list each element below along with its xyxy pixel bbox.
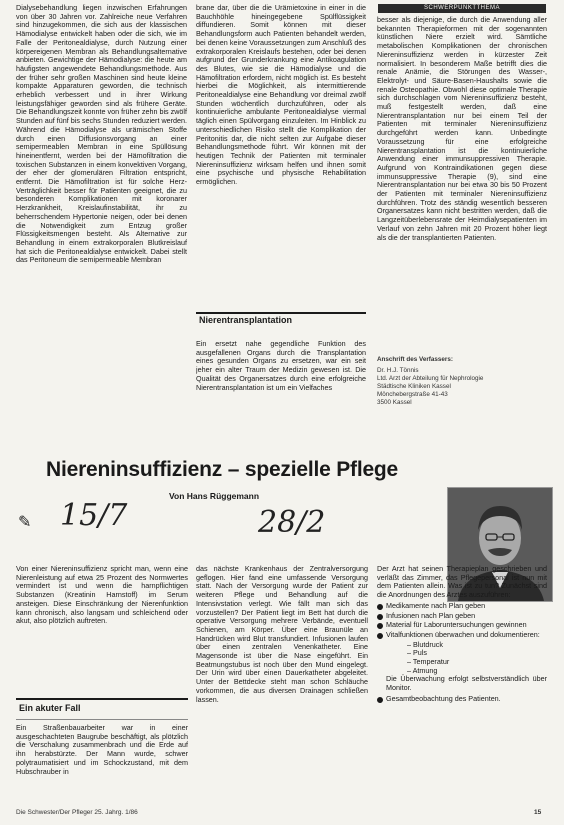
article-column-3: [377, 16, 547, 346]
article-column-2: [196, 4, 366, 310]
sub-list: [377, 641, 547, 676]
bottom-column-3: [377, 565, 547, 808]
bullet-icon: [377, 604, 383, 610]
list-item: [377, 631, 547, 640]
article-column-2-bottom: [196, 340, 366, 412]
pencil-mark-icon: ✎: [18, 514, 32, 531]
list-item-text: Infusionen nach Plan geben: [386, 610, 476, 620]
subhead-rule: [16, 698, 188, 700]
subhead-nierentransplantation: Nierentransplantation: [199, 315, 293, 325]
column-text: brane dar, über die die Urämietoxine in einer in die Bauchhöhle hineingegebene Spülflüssigkeit diffundieren. Somit können mit dieser Behandlungsform auch Patienten behandelt werden, bei denen keine Voraussetzungen zum Anschluß des extrakorporalen Kreislaufs bestehen, oder bei denen aufgrund der Grunderkrankung eine Antikoagulation des Blutes, wie sie die Hämodialyse und die Hämofiltration erfordern, nicht möglich ist. Es besteht hierbei die Möglichkeit, als intermittierende Peritonealdialyse eine Behandlung vor dreimal zwölf Stunden wöchentlich durchzuführen, oder als kontinuierliche ambulante Peritonealdialyse viermal täglich einen Spülvorgang einzuleiten. Im Hinblick zu unterschiedlichen Risiko stellt die Komplikation der Peritonitis dar, die nicht selten zur Aufgabe dieser Behandlungsmethode führt. Wir können mit der heutigen Technik der Patienten mit terminaler Niereninsuffizienz wirksam helfen und ihnen somit eine psychische und physische Rehabilitation ermöglichen.: [196, 4, 366, 187]
list-item: [377, 602, 547, 611]
list-item-text: Gesamtbeobachtung des Patienten.: [386, 693, 501, 703]
subhead-rule: [16, 719, 188, 720]
list-item: [377, 621, 547, 630]
article-column-1: [16, 4, 187, 413]
bullet-icon: [377, 623, 383, 629]
bottom-column-1-body: [16, 724, 188, 808]
sub-list-item: – Atmung: [407, 665, 438, 675]
handwritten-note: 15/7: [60, 498, 128, 533]
author-address: [377, 356, 547, 408]
list-item: [377, 612, 547, 621]
list-item-text: Medikamente nach Plan geben: [386, 600, 486, 610]
list-item-text: Vitalfunktionen überwachen und dokumentieren:: [386, 629, 540, 639]
bullet-list: [377, 695, 547, 704]
subhead-akuter-fall: Ein akuter Fall: [19, 703, 81, 713]
article-headline: Niereninsuffizienz – spezielle Pflege: [46, 458, 399, 481]
address-line: Mönchebergstraße 41-43: [377, 391, 448, 399]
address-line: Ltd. Arzt der Abteilung für Nephrologie: [377, 375, 484, 383]
list-item: [377, 695, 547, 704]
bottom-column-2: [196, 565, 368, 807]
column-text: Die Überwachung erfolgt selbstverständlich über Monitor.: [386, 674, 547, 693]
bullet-list: [377, 602, 547, 640]
column-text: besser als diejenige, die durch die Anwendung aller bekannten Therapieformen mit der sogenannten künstlichen Niere erzielt wird. Sämtliche metabolischen Komplikationen der chronischen Niereninsuffizienz werden in kürzester Zeit normalisiert. In besonderem Maße betrifft dies die renale Anämie, die Störungen des Wasser-, Elektrolyt- und Säure-Basen-Haushalts sowie die renale Osteopathie. Obwohl diese optimale Therapie sich durchschlagen vom Niereninsuffizienz besteht, muß festgestellt werden, daß eine Nierentransplantation nur bei einem Teil der Patienten mit terminaler Niereninsuffizienz durchgeführt werden kann. Unbedingte Voraussetzung für eine erfolgreiche Nierentransplantation ist die kontinuierliche Anwendung einer immunsuppressiven Therapie. Aufgrund von Kontraindikationen gegen diese immunsuppressive Therapie (9), sind eine Nierentransplantation nur bei etwa 30 bis 50 Prozent der Patienten mit terminaler Niereninsuffizienz durchführen. Trotz des ständig wesentlich besseren Organersatzes kann nicht bestritten werden, daß die Langzeitüberlebensrate der Heimdialysepatienten im Verlauf von zehn Jahren mit 20 Prozent höher liegt als die der transplantierten Patienten.: [377, 16, 547, 242]
bullet-icon: [377, 614, 383, 620]
address-line: Städtische Kliniken Kassel: [377, 383, 451, 391]
subhead-rule: [196, 312, 366, 314]
column-text: Dialysebehandlung liegen inzwischen Erfahrungen von über 30 Jahren vor. Zahlreiche neue Verfahren sind hinzugekommen, die sich aus der klassischen Hämodialyse entwickelt haben oder die sich, wie im Falle der Peritonealdialyse, durch Nutzung einer körpereigenen Membran als Behandlungsalternative anbieten. Gewichtige der Hämodialyse: die heute am häufigsten angewendete Behandlungsmethode. Aus der früher sehr großen Maschinen sind heute kleine kompakte Apparaturen geworden, die technisch erheblich verbessert und in ihrer Wirkung leistungsfähiger geworden sind als frühere Geräte. Die Behandlungszeit konnte von früher zehn bis zwölf Stunden auf fünf bis sechs Stunden reduziert werden. Während die Hämodialyse als urämischen Stoffe durch einen Diffusionsvorgang an einer semipermeablen Membran in eine Spüllösung hineinentfernt, werden bei der Hämofiltration die toxischen Substanzen in einem konvektiven Vorgang, der eher der glomerulären Filtration entspricht, entfernt. Die Hämofiltration ist für solche Herz-Verträglichkeit besser für Patienten geeignet, die zu besonderen Komplikationen mit koronarer Herzkrankheit, Kreislaufinstabilität, ihr zu beherrschendem Hypertonie neigen, oder bei denen die Notwendigkeit zum Entzug großer Flüssigkeitsmengen besteht. Als Alternative zur Behandlung in einem extrakorporalen Blutkreislauf hat sich die Peritonealdialyse entwickelt. Dabei stellt das Peritoneum die semipermeable Membran: [16, 4, 187, 265]
bottom-column-1-intro: [16, 565, 188, 679]
list-item-text: Material für Laboruntersuchungen gewinnen: [386, 620, 527, 630]
address-title: Anschrift des Verfassers:: [377, 356, 453, 363]
column-text: Ein ersetzt nahe gegendliche Funktion des ausgefallenen Organs durch die Transplantation eines gesunden Organs zu ersetzen, war ein seit jeher ein alter Traum der Medizin gewesen ist. Die Qualität des Organersatzes durch eine erfolgreiche Nierentransplantation ist um ein Vielfaches: [196, 340, 366, 392]
sub-list-item: – Blutdruck: [407, 639, 443, 649]
section-tag: SCHWERPUNKTTHEMA: [378, 4, 546, 13]
bullet-icon: [377, 697, 383, 703]
address-line: Dr. H.J. Tönnis: [377, 367, 419, 375]
sub-list-item: – Puls: [407, 648, 427, 658]
column-text: Von einer Niereninsuffizienz spricht man, wenn eine Nierenleistung auf etwa 25 Prozent des Normwertes vermindert ist und wenn die harnpflichtigen Substanzen (Kreatinin Harnstoff) im Serum ansteigen. Diese Einschränkung der Nierenfunktion kann chronisch, also langsam und schleichend oder akut, also plötzlich auftreten.: [16, 565, 188, 626]
article-byline: Von Hans Rüggemann: [169, 491, 260, 501]
handwritten-note: 28/2: [258, 505, 326, 540]
page-number: 15: [534, 809, 542, 816]
sub-list-item: – Temperatur: [407, 657, 450, 667]
footer-journal: Die Schwester/Der Pfleger 25. Jahrg. 1/86: [16, 809, 138, 816]
column-text: das nächste Krankenhaus der Zentralversorgung geflogen. Hier fand eine umfassende Versorgung statt. Nach der Versorgung wurde der Patient zur weiteren Pflege und Behandlung auf die Intensivstation verlegt. Wie fällt man sich das vorzustellen? Der Patient liegt im Bett hat durch die operative Versorgung mehrere Verbände, eventuell Schienen, am Körper. Über eine Braunüle an Handrücken wird Blut transfundiert. Infusionen laufen über einen zentralen Venenkatheter. Eine Magensonde ist über die Nase eingeführt. Ein Beatmungstubus ist noch über den Mund eingelegt. Der Urin wird über einen Dauerkatheter abgeleitet. Unter der Bettdecke steht man schon Schläuche vorkommen, die aus diversen Drainagen schließen lassen.: [196, 565, 368, 704]
address-line: 3500 Kassel: [377, 399, 412, 407]
bullet-icon: [377, 633, 383, 639]
column-text: Der Arzt hat seinen Therapieplan geschrieben und verläßt das Zimmer, das Pflegepersonal ist nun mit dem Patienten allein. Was ist zu tun? Zunächst sind die Anordnungen des Arztes auszuführen:: [377, 565, 547, 600]
column-text: Ein Straßenbauarbeiter war in einer ausgeschachteten Baugrube beschäftigt, als plötzlich die Verschalung zusammenbrach und die Erde auf ihn herabstürzte. Der Mann wurde, schwer polytraumatisiert und im Schockzustand, mit dem Hubschrauber in: [16, 724, 188, 776]
